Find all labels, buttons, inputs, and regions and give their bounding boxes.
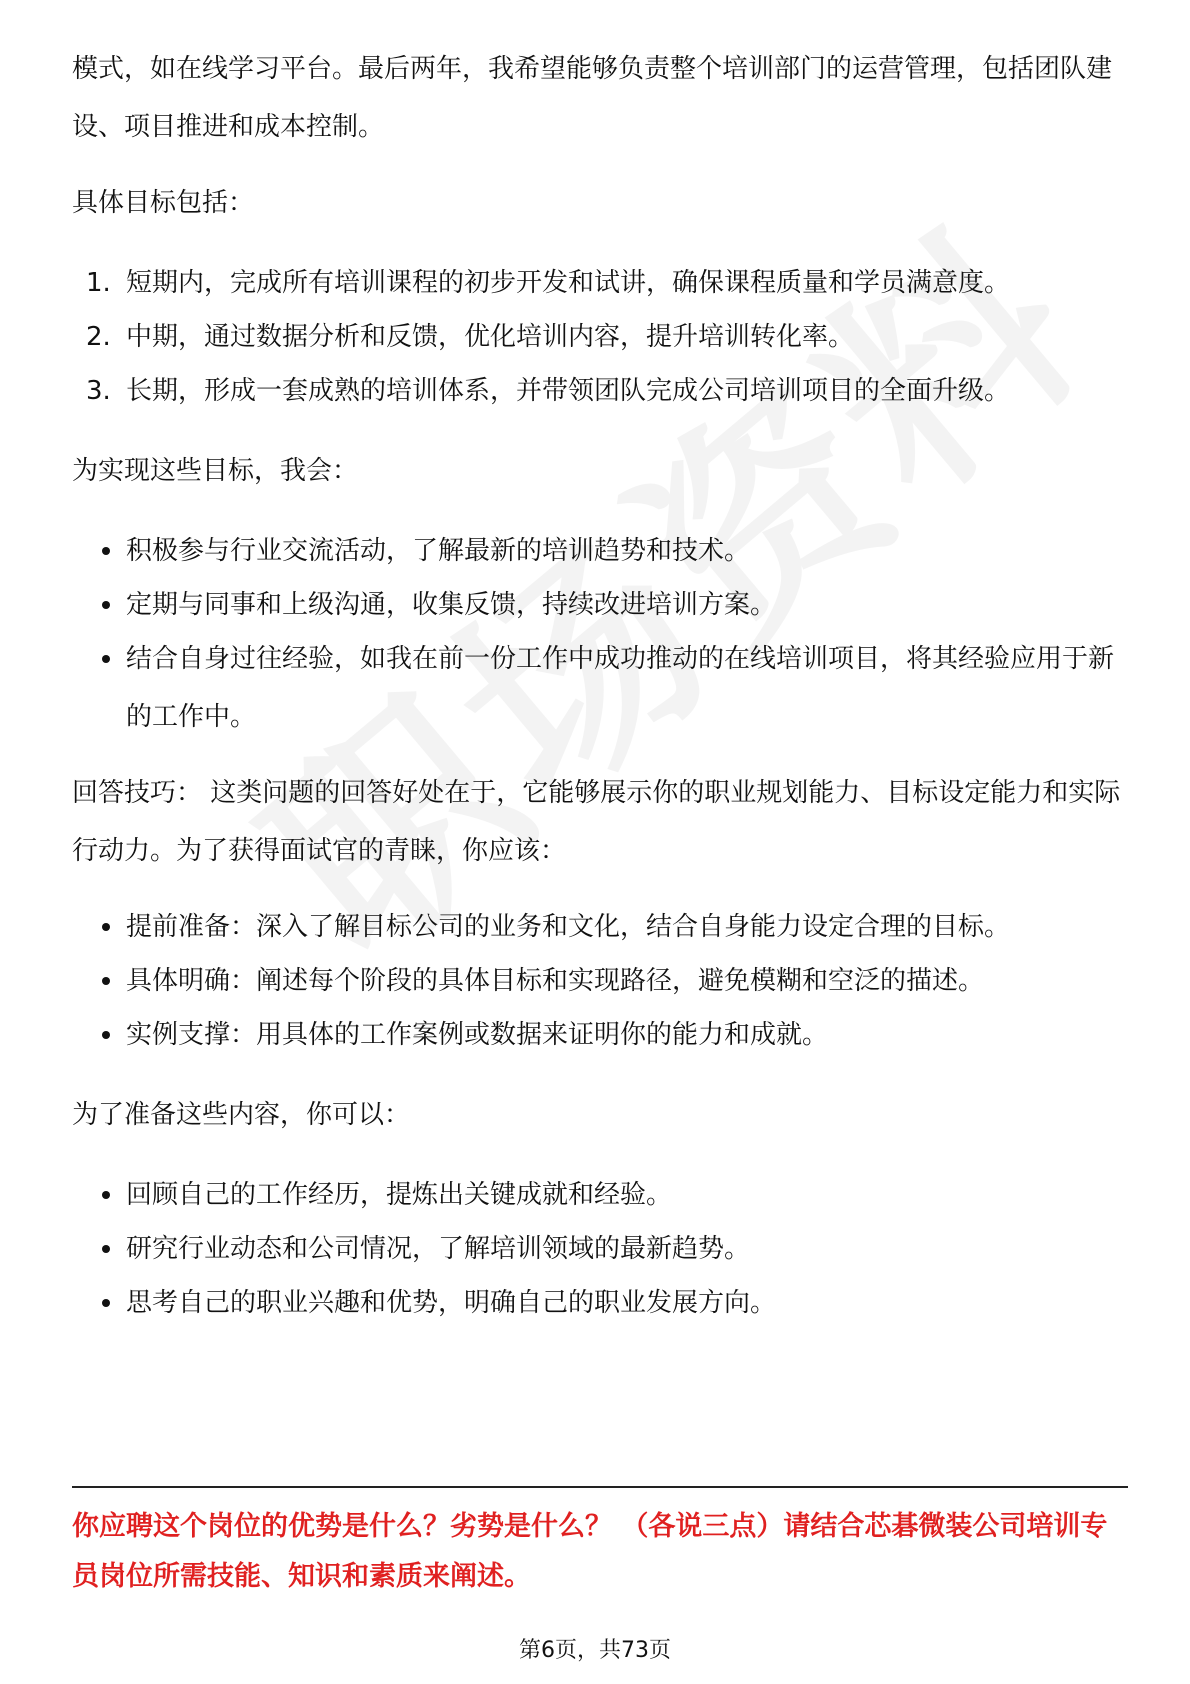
prep-text: 回顾自己的工作经历，提炼出关键成就和经验。 — [126, 1180, 673, 1210]
bullet-icon — [102, 977, 110, 985]
bullet-icon — [102, 655, 110, 663]
bullet-icon — [102, 1191, 110, 1199]
goal-number: 3. — [86, 376, 111, 406]
tips-paragraph: 回答技巧： 这类问题的回答好处在于，它能够展示你的职业规划能力、目标设定能力和实际行动力。为了获得面试官的青睐，你应该： — [72, 778, 1121, 866]
tip-text: 具体明确：阐述每个阶段的具体目标和实现路径，避免模糊和空泛的描述。 — [126, 966, 985, 996]
tip-text: 实例支撑：用具体的工作案例或数据来证明你的能力和成就。 — [126, 1020, 829, 1050]
bullet-icon — [102, 923, 110, 931]
next-question-heading: 你应聘这个岗位的优势是什么？劣势是什么？ （各说三点）请结合芯碁微装公司培训专员岗位所需技能、知识和素质来阐述。 — [72, 1511, 1108, 1592]
page-number-footer: 第6页，共73页 — [519, 1638, 671, 1663]
goal-text: 中期，通过数据分析和反馈，优化培训内容，提升培训转化率。 — [126, 322, 855, 352]
goal-text: 长期，形成一套成熟的培训体系，并带领团队完成公司培训项目的全面升级。 — [126, 376, 1011, 406]
bullet-icon — [102, 1299, 110, 1307]
goal-text: 短期内，完成所有培训课程的初步开发和试讲，确保课程质量和学员满意度。 — [126, 268, 1011, 298]
actions-heading: 为实现这些目标，我会： — [72, 456, 359, 486]
action-text: 积极参与行业交流活动，了解最新的培训趋势和技术。 — [126, 536, 751, 566]
prep-text: 思考自己的职业兴趣和优势，明确自己的职业发展方向。 — [126, 1288, 777, 1318]
bullet-icon — [102, 1031, 110, 1039]
tip-text: 提前准备：深入了解目标公司的业务和文化，结合自身能力设定合理的目标。 — [126, 912, 1011, 942]
bullet-icon — [102, 547, 110, 555]
goal-number: 2. — [86, 322, 111, 352]
bullet-icon — [102, 1245, 110, 1253]
action-text: 定期与同事和上级沟通，收集反馈，持续改进培训方案。 — [126, 590, 777, 620]
intro-paragraph: 模式，如在线学习平台。最后两年，我希望能够负责整个培训部门的运营管理，包括团队建设、项目推进和成本控制。 — [72, 54, 1113, 142]
action-text: 结合自身过往经验，如我在前一份工作中成功推动的在线培训项目，将其经验应用于新的工作中。 — [126, 644, 1115, 732]
prep-heading: 为了准备这些内容，你可以： — [72, 1100, 411, 1130]
goal-number: 1. — [86, 268, 111, 298]
goals-heading: 具体目标包括： — [72, 188, 255, 218]
bullet-icon — [102, 601, 110, 609]
prep-text: 研究行业动态和公司情况，了解培训领域的最新趋势。 — [126, 1234, 751, 1264]
section-divider — [72, 1486, 1128, 1488]
